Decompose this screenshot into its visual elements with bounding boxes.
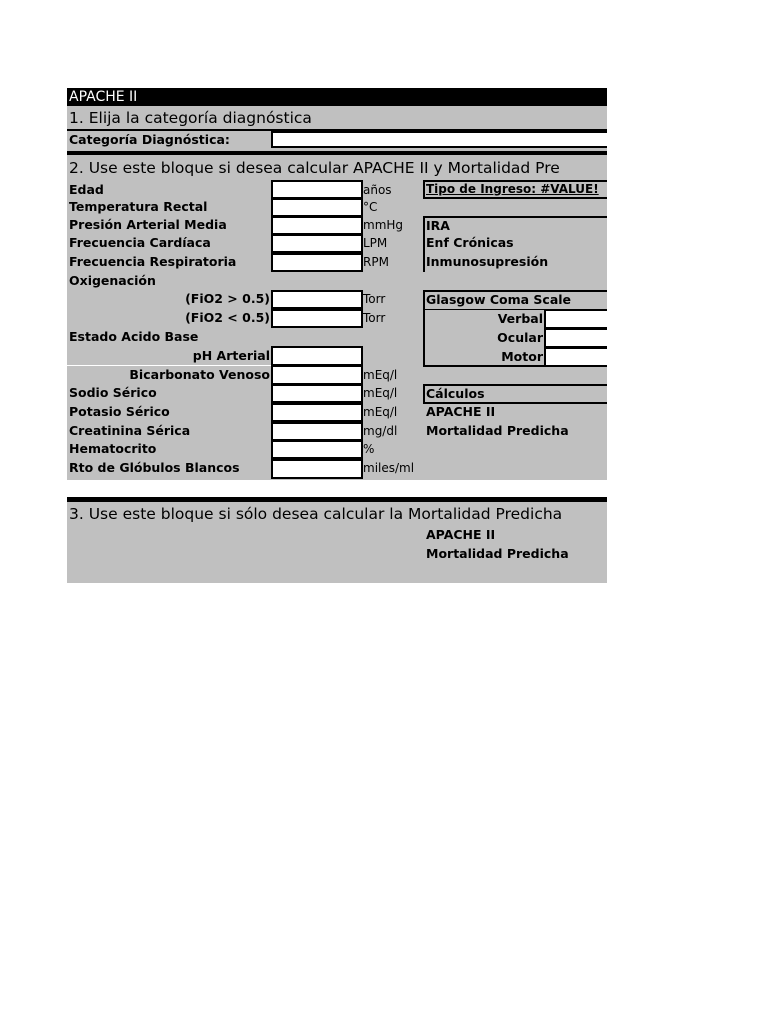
step1-heading: 1. Elija la categoría diagnóstica: [69, 109, 312, 127]
immuno-label: Inmunosupresión: [426, 254, 549, 269]
admission-type-label: Tipo de Ingreso: #VALUE!: [426, 182, 599, 196]
glasgow-ocular-label: Ocular: [497, 330, 543, 345]
step3-apache-label: APACHE II: [426, 527, 496, 542]
divider: [423, 290, 425, 367]
category-label: Categoría Diagnóstica:: [69, 132, 230, 147]
fio2-low-label: (FiO2 < 0.5): [185, 310, 270, 325]
field-label-potasio: Potasio Sérico: [69, 404, 170, 419]
field-label-temperatura: Temperatura Rectal: [69, 199, 208, 214]
field-label-frecuencia-cardiaca: Frecuencia Cardíaca: [69, 235, 211, 250]
creatinina-input[interactable]: [271, 422, 363, 441]
divider: [423, 365, 607, 367]
glasgow-motor-input[interactable]: [544, 347, 607, 367]
field-label-presion: Presión Arterial Media: [69, 217, 227, 232]
field-unit: Torr: [363, 292, 386, 306]
app-title: APACHE II: [69, 89, 138, 105]
field-unit: LPM: [363, 236, 388, 250]
divider: [423, 216, 425, 272]
bicarb-label: Bicarbonato Venoso: [129, 367, 270, 382]
field-label-globulos: Rto de Glóbulos Blancos: [69, 460, 240, 475]
glasgow-verbal-label: Verbal: [497, 311, 543, 326]
category-input[interactable]: [271, 131, 607, 148]
field-unit: mmHg: [363, 218, 404, 232]
step3-mortality-label: Mortalidad Predicha: [426, 546, 569, 561]
edad-input[interactable]: [271, 180, 363, 199]
frecuencia-cardiaca-input[interactable]: [271, 234, 363, 253]
glasgow-verbal-input[interactable]: [544, 309, 607, 329]
field-unit: mg/dl: [363, 424, 398, 438]
calcs-apache-label: APACHE II: [426, 404, 496, 419]
field-unit: miles/ml: [363, 461, 415, 475]
ph-input[interactable]: [271, 346, 363, 366]
field-label-edad: Edad: [69, 182, 104, 197]
field-unit: años: [363, 183, 392, 197]
glasgow-title: Glasgow Coma Scale: [426, 292, 572, 307]
field-unit: °C: [363, 200, 378, 214]
temperatura-input[interactable]: [271, 198, 363, 217]
field-label-sodio: Sodio Sérico: [69, 385, 157, 400]
field-label-hematocrito: Hematocrito: [69, 441, 157, 456]
field-label-creatinina: Creatinina Sérica: [69, 423, 191, 438]
bicarb-input[interactable]: [271, 365, 363, 385]
spacer-row: [67, 480, 607, 497]
step3-heading: 3. Use este bloque si sólo desea calcular la Mortalidad Predicha: [69, 505, 563, 523]
oxygenation-label: Oxigenación: [69, 273, 156, 288]
spreadsheet-area: [67, 88, 607, 583]
presion-input[interactable]: [271, 216, 363, 235]
glasgow-ocular-input[interactable]: [544, 328, 607, 348]
field-unit: mEq/l: [363, 405, 398, 419]
ira-label: IRA: [426, 218, 450, 233]
hematocrito-input[interactable]: [271, 440, 363, 459]
glasgow-motor-label: Motor: [501, 349, 543, 364]
divider: [423, 216, 607, 218]
chronic-label: Enf Crónicas: [426, 235, 514, 250]
field-unit: RPM: [363, 255, 389, 269]
divider-thick: [67, 151, 607, 155]
globulos-input[interactable]: [271, 459, 363, 479]
ph-label: pH Arterial: [192, 348, 270, 363]
potasio-input[interactable]: [271, 403, 363, 422]
field-unit: mEq/l: [363, 386, 398, 400]
frecuencia-respiratoria-input[interactable]: [271, 253, 363, 272]
sodio-input[interactable]: [271, 384, 363, 403]
divider-thick: [67, 497, 607, 502]
field-unit: %: [363, 442, 375, 456]
calcs-mortality-label: Mortalidad Predicha: [426, 423, 569, 438]
calcs-title: Cálculos: [426, 386, 485, 401]
field-unit: mEq/l: [363, 368, 398, 382]
field-label-frecuencia-respiratoria: Frecuencia Respiratoria: [69, 254, 237, 269]
fio2-high-label: (FiO2 > 0.5): [185, 291, 270, 306]
divider-thin: [67, 365, 271, 366]
step2-heading: 2. Use este bloque si desea calcular APACHE II y Mortalidad Pre: [69, 159, 560, 177]
fio2-high-input[interactable]: [271, 290, 363, 309]
field-unit: Torr: [363, 311, 386, 325]
acid-base-label: Estado Acido Base: [69, 329, 199, 344]
fio2-low-input[interactable]: [271, 309, 363, 328]
title-bar: [67, 88, 607, 106]
